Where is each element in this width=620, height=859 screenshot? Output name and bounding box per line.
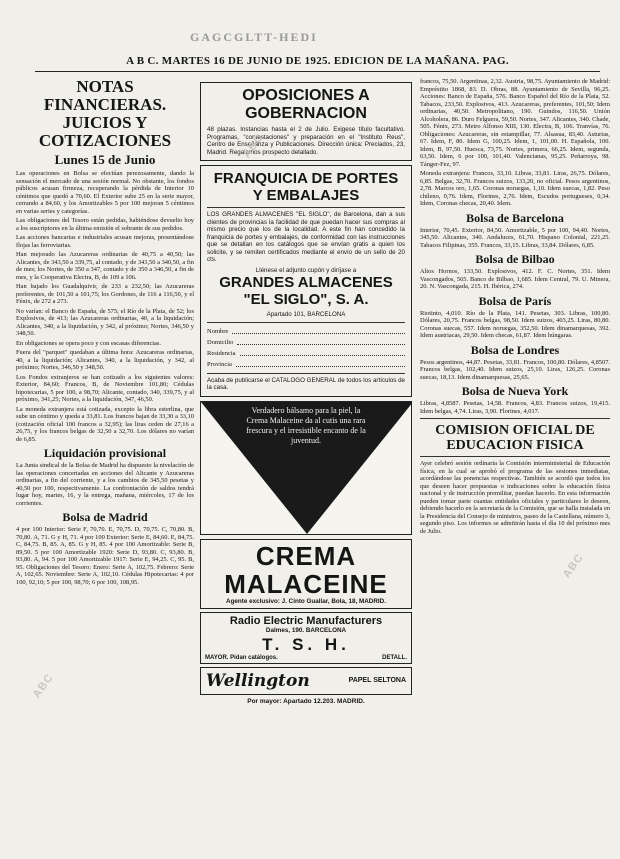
column-advertisements [200, 78, 412, 849]
coupon-field-domicilio: Domicilio [207, 337, 405, 348]
watermark-stamp-left: ABC [30, 671, 57, 701]
article-paragraph: Las acciones bancarias e industriales acusan mejoras, presentándose flojas las ferroviarias. [16, 234, 194, 249]
column-stock-listings [420, 78, 610, 849]
radio-address: Dalmes, 190. BARCELONA [265, 626, 347, 634]
malaceine-copy: Verdadero bálsamo para la piel, la Crema Malaceine da al cutis una rara frescura y el irresistible encanto de la juventud. [246, 405, 366, 445]
agent-line: Agente exclusivo: J. Cinto Guallar, Bola, 18, MADRID. [226, 597, 386, 605]
ad-franquicia-text: LOS GRANDES ALMACENES "EL SIGLO", de Barcelona, dan a sus clientes de provincias la facilidad de que puedan hacer sus compras al mismo precio que los de la localidad. A este fin han concedido la franquicia de portes y embalajes, de conformidad con las instrucciones que se detallan en los catálogos que se envían gratis a quien los solicite, y se remiten certificados mediante el envío de un sello de 20 cts. [207, 211, 405, 263]
ad-wellington [200, 667, 412, 695]
bolsa-paris-heading: Bolsa de París [478, 293, 552, 308]
section-heading-bolsa-madrid: Bolsa de Madrid [62, 510, 148, 524]
ad-franquicia-cta: Llénese el adjunto cupón y diríjase a [255, 266, 357, 274]
article-paragraph: En obligaciones se opera poco y con escasas diferencias. [16, 339, 161, 347]
crema-malaceine-title: CREMA MALACEINE [224, 540, 388, 599]
watermark-stamp-right: ABC [560, 551, 587, 581]
bolsa-bilbao-heading: Bolsa de Bilbao [475, 252, 555, 266]
ad-oposiciones [200, 82, 412, 161]
article-paragraph: Han bajado los Guadalquivir, de 233 a 232,50; las Azucareras preferentes, de 101,50 a 101,75; los Gordones, de 116 a 116,50, y el Fénix, de 272 a 273. [16, 283, 194, 305]
wellington-paper: PAPEL SELTONA [348, 676, 406, 684]
bolsa-barcelona-heading: Bolsa de Barcelona [466, 210, 564, 225]
ad-crema [200, 539, 412, 609]
article-paragraph: Las operaciones en Bolsa se efectúan perezosamente, dando la sensación el mercado de una sesión normal. No obstante, los fondos públicos acusan firmeza, recuperando la pérdida de Interior 10 céntimos que quedó a 70,60. El Exterior sube 25 en la serie mayor, cerrando a 84,60, y los Amortizables 5 por 100 mejoran 5 céntimos en varias series y categorías. [16, 170, 194, 215]
listing-moneda: Moneda extranjera: Francos, 33,10. Libras, 33,81. Liras, 26,75. Dólares, 6,85. Belgas, 32,70. Francos suizos, 133,20, no oficial. Pesos argentinos, 2,78. Marcos oro, 1,65. Coronas noruegas, 1,10. Idem suecas, 1,82. Peso chileno, 0,76. Idem, Florines, 2,76. Idem, Escudos portugueses, 0,34. Idem, Coronas checas, 20,40. Idem. [420, 170, 610, 207]
listing-intro: francos, 75,50. Argentinas, 2,32. Austria, 98,75. Ayuntamiento de Madrid: Empréstito 1868, 83. D. Obras, 88. Ayuntamiento de Sevilla, 96,25. Acciones: Banco de España, 576. Banco Español del Río de la Plata, 52. Tabacos, 233,50. Explosivos, 413. Azucareras, preferentes, 101,50; Idem ordinarias, 40,50. Metropolitano, 190. Guindos, 116,50. Unión Alcoholera, 86. Duro Felguera, 59,50. Nortes, 347. Alicantes, 340. Chade, 505. Fénix, 273. Metro Alfonso XIII, 130. Electra, B, 106. Tranvías, 76. Obligaciones: Azucareras, sin estampillar, 77. Alsasua, 83,40. Asturias, 67. Idem, F, 80. Idem G, 100,25. Idem, 1, 101,00. H. Española, 100. Idem, B, 97,50. Huesca, 73,75. Nortes, primera, 66,25. Idem, segunda, 63,50. Idem, 6 por 100, 101,40. Valencianas, 95,25. Peñarroya, 98. Tánger-Fez, 97. [420, 78, 610, 168]
financial-notes-title: NOTAS FINANCIERAS. JUICIOS Y COTIZACIONES [38, 78, 172, 150]
ad-malaceine-graphic [200, 401, 412, 535]
article-paragraph: Han mejorado las Azucareras ordinarias de 40,75 a 40,50; las Alicantes, de 343,50 a 339,75, al contado, y de 343,50 a 340,50, a fin de mes; los Nortes, de 350 a 347, contado y de 350 a 346,50, a fin de mes, y la Cooperativa Electra, B, de 109 a 106. [16, 251, 194, 281]
ad-address: Apartado 101, BARCELONA [266, 311, 346, 318]
radio-left: MAYOR. Pidan catálogos. [205, 654, 278, 661]
section-text-bolsa-madrid: 4 por 100 Interior: Serie F, 70,70. E, 70,75. D, 70,75. C, 70,80. B, 70,80. A, 71. G y H, 71. 4 por 100 Exterior: Serie E, 84,60. E, 84,75. C, 84,75. B, 85. A, 85. G y H, 85. 4 por 100 Amortizable: Serie B, 89,50. 5 por 100 Amortizable 1920: Serie D, 93,80. C, 93,80. B, 93,80. A, 94. 5 por 100 Amortizable 1917: Serie E, 94,25. C, 95. B, 95. Obligaciones del Tesoro: Enero: Serie A, 102,75. Febrero: Serie A, 102,65. Noviembre: Serie A, 102,10. Cédulas Hipotecarias: 4 por 100, 92,10; 5 por 100, 98,70; 6 por 100, 108,95. [16, 526, 194, 586]
article-paragraph: Fuera del "parquet" quedaban a última hora: Azucareras ordinarias, 40, a la liquidación; Alicantes, 340, a la liquidación, y 342, al próximo; Nortes, 346,50 y 348,50. [16, 349, 194, 371]
bolsa-londres-heading: Bolsa de Londres [470, 342, 560, 357]
column-financial-notes [16, 78, 194, 849]
ad-oposiciones-text: 48 plazas. Instancias hasta el 2 de Julio. Exigese título facultativo. Programas, "contestaciones" y preparación en el "Instituto Reus", Centro de Enseñanza y Publicaciones. Dirección única: Preciados, 23, Madrid. Regalamos prospecto detallado. [207, 126, 405, 156]
coupon-field-provincia: Provincia [207, 359, 405, 370]
ad-radio [200, 612, 412, 664]
article-paragraph: Los Fondos extranjeros se han cotizado a los siguientes valores: Exterior, 84,60; Francos, B, de Noviembre 101,80; Cédulas hipotecarias, 5 por 100, a 98,70; Alicante, contado, 340, 339,75, y al próximo, 341,25; Nortes, a la liquidación, 347, 46,50. [16, 373, 194, 403]
coupon-field-residencia: Residencia [207, 348, 405, 359]
radio-right: DETALL. [382, 654, 407, 661]
ad-franquicia [200, 165, 412, 397]
article-paragraph: No varían: el Banco de España, de 575; el Río de la Plata, de 52; los Explosivos, de 413; las Azucareras ordinarias, 40, a la liquidación; Alicantes, 340, a la liquidación, y 342, al próximo; Nortes, 346,50 y 348,50. [16, 307, 194, 337]
wellington-brand: Wellington [206, 670, 310, 691]
comision-heading: COMISION OFICIAL DE EDUCACION FISICA [435, 423, 595, 453]
bolsa-londres-text: Pesos argentinos, 44,87. Pesetas, 33,81. Francos, 100,80. Dólares, 4,8507. Francos belgas, 102,40. Idem suizos, 25,10. Liras, 126,25. Coronas suecas, 18,13. Idem dinamarquesas, 25,65. [420, 358, 610, 381]
radio-title: Radio Electric Manufacturers [229, 614, 383, 627]
financial-notes-date: Lunes 15 de Junio [54, 152, 156, 167]
bolsa-paris-text: Riotinto, 4,010. Río de la Plata, 141. Pesetas, 303. Libras, 100,80. Dólares, 20,75. Francos belgas, 98,50. Idem suizos, 403,25. Liras, 80,80. Coronas suecas, 557. Idem noruegas, 352,50. Idem dinamarquesas, 392. Idem austriacas, 29,50. Idem checas, 61,87. Idem húngaras. [420, 309, 610, 339]
article-paragraph: La moneda extranjera está cotizada, excepto la libra esterlina, que sube un céntimo y queda a 33,81. Los francos bajan de 33,30 a 33,10 (cotización oficial 100 francos a 32,95); las liras ceden de 27,16 a 26,75, y los francos belgas de 32,50 a 32,70. Los dólares no varían de 6,85. [16, 405, 194, 443]
page-header: A B C. MARTES 16 DE JUNIO DE 1925. EDICION DE LA MAÑANA. PAG. [35, 55, 600, 72]
top-masthead-mark: GAGCGLTT-HEDI [190, 30, 318, 44]
ad-franquicia-title: FRANQUICIA DE PORTES Y EMBALAJES [213, 170, 399, 204]
bolsa-nueva-york-text: Libras, 4,8587. Pesetas, 14,58. Francos, 4,83. Francos suizos, 19,415. Idem belgas, 4,74. Liras, 3,90. Florines, 4,017. [420, 400, 610, 415]
bolsa-nueva-york-heading: Bolsa de Nueva York [461, 384, 569, 398]
article-paragraph: Las obligaciones del Tesoro están pedidas, habiéndose devuelto hoy a los suscriptores en la última emisión el sobrante de sus pedidos. [16, 217, 194, 232]
radio-tsh: T. S. H. [262, 634, 350, 654]
ad-oposiciones-title: OPOSICIONES A GOBERNACION [242, 87, 370, 122]
ad-brand-el-siglo: GRANDES ALMACENES "EL SIGLO", S. A. [219, 274, 393, 308]
bolsa-bilbao-text: Altos Hornos, 133,50. Explosivos, 412. F. C. Nortes, 351. Idem Vascongados, 565. Banco de Bilbao, 1,685. Idem Central, 79. U. Minera, 20. N. Vascongada, 215. H. Ibérica, 274. [420, 268, 610, 290]
section-heading-liquidacion: Liquidación provisional [43, 446, 167, 460]
watermark-stamp-mid: ABC [240, 131, 267, 161]
coupon-field-nombre: Nombre [207, 326, 405, 337]
comision-text: Ayer celebró sesión ordinaria la Comisión interministerial de Educación física, en la cual se aprobó el programa de las sesiones inmediatas, acordándose las ponencias respectivas. También se acordó que todos los que deseen hacer propuestas o indicaciones sobre la educación física nacional y de instrucción premilitar, puedan hacerlo. En esta información pueden tomar parte cuantas entidades oficiales y particulares lo deseen, debiendo hacerlo en la secretaría de la Comisión, que se halla instalada en la Presidencia del Consejo de ministros, paseo de la Castellana, número 3, segundo piso. Los informes se admitirán hasta el día 10 del próximo mes de Julio. [420, 460, 610, 535]
section-text-liquidacion: La Junta sindical de la Bolsa de Madrid ha dispuesto la nivelación de las operaciones concertadas en acciones del Alicante y Azucareras ordinarias, a fin del corriente, y a los cambios de 345,50 pesetas y 40,50 por 100, respectivamente. La confrontación de saldos tendrá lugar hoy, martes, 16, y la entrega, mañana, miércoles, 17 de los corrientes. [16, 462, 194, 507]
bolsa-barcelona-text: Interior, 70,45. Exterior, 84,50. Amortizable, 5 por 100, 94,40. Nortes, 345,50. Alicantes, 340. Andaluces, 61,70. Hispano Colonial, 221,25. Tabacos Filipinas, 355. Francos, 33,15. Libras, 33,84. Dólares, 6,85. [420, 226, 610, 249]
wellington-address: Por mayor: Apartado 12.203. MADRID. [247, 697, 365, 705]
ad-catalog-note: Acaba de publicarse el CATALOGO GENERAL de todos los artículos de la casa. [207, 376, 405, 391]
